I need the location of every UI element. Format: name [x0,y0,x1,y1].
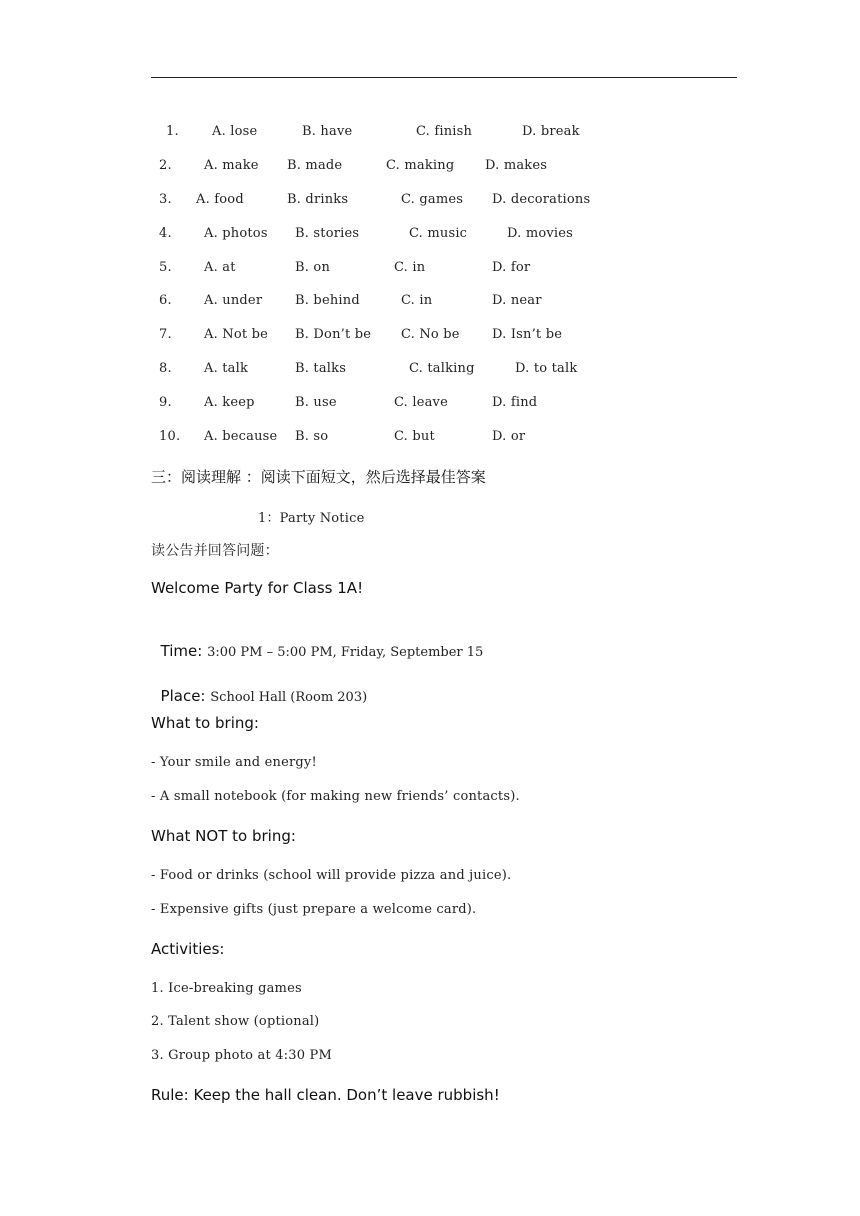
option-a: A. at [204,260,236,275]
bring-heading: What to bring: [151,714,259,732]
bring-item: - A small notebook (for making new friends’ contacts). [151,789,520,804]
question-number: 6. [159,293,172,308]
question-row [0,192,860,212]
section-heading: 三：阅读理解 ：阅读下面短文，然后选择最佳答案 [151,468,486,486]
option-c: C. music [409,226,468,241]
question-number: 2. [159,158,172,173]
passage-title: 1：Party Notice [258,511,365,526]
option-a: A. lose [212,124,258,139]
option-c: C. leave [394,395,448,410]
option-d: D. decorations [492,192,591,207]
not-bring-heading: What NOT to bring: [151,827,296,845]
question-number: 5. [159,260,172,275]
option-a: A. Not be [204,327,269,342]
option-a: A. food [196,192,244,207]
question-number: 8. [159,361,172,376]
option-b: B. made [287,158,343,173]
place-line [151,669,367,705]
header-rule [151,77,737,78]
option-c: C. finish [416,124,473,139]
bring-item: - Your smile and energy! [151,755,317,770]
option-d: D. or [492,429,526,444]
option-a: A. talk [204,361,249,376]
question-row [0,260,860,280]
question-number: 9. [159,395,172,410]
option-b: B. behind [295,293,360,308]
question-number: 10. [159,429,181,444]
option-a: A. under [204,293,263,308]
option-c: C. making [386,158,455,173]
option-d: D. near [492,293,542,308]
option-b: B. Don’t be [295,327,372,342]
activities-heading: Activities: [151,940,225,958]
option-a: A. keep [204,395,255,410]
time-value: 3:00 PM – 5:00 PM, Friday, September 15 [207,645,484,660]
question-number: 3. [159,192,172,207]
option-c: C. in [394,260,426,275]
option-c: C. talking [409,361,475,376]
question-row [0,395,860,415]
question-row [0,124,860,144]
option-b: B. so [295,429,329,444]
time-line [151,624,483,660]
option-b: B. talks [295,361,347,376]
option-d: D. find [492,395,538,410]
activity-item: 1. Ice-breaking games [151,981,302,996]
option-d: D. movies [507,226,574,241]
option-c: C. games [401,192,464,207]
option-b: B. on [295,260,331,275]
instruction-text: 读公告并回答问题： [151,543,279,559]
option-a: A. photos [204,226,268,241]
option-d: D. for [492,260,531,275]
not-bring-item: - Expensive gifts (just prepare a welcome card). [151,902,477,917]
question-row [0,293,860,313]
option-a: A. make [204,158,259,173]
option-b: B. drinks [287,192,349,207]
question-row [0,429,860,449]
question-row [0,226,860,246]
question-row [0,361,860,381]
question-row [0,327,860,347]
option-d: D. break [522,124,580,139]
option-c: C. in [401,293,433,308]
not-bring-item: - Food or drinks (school will provide pizza and juice). [151,868,512,883]
activity-item: 3. Group photo at 4:30 PM [151,1048,332,1063]
question-row [0,158,860,178]
notice-title: Welcome Party for Class 1A! [151,579,364,597]
option-d: D. to talk [515,361,578,376]
option-c: C. No be [401,327,460,342]
question-number: 4. [159,226,172,241]
time-label: Time: [160,642,203,660]
question-number: 7. [159,327,172,342]
activity-item: 2. Talent show (optional) [151,1014,320,1029]
option-d: D. makes [485,158,548,173]
option-c: C. but [394,429,435,444]
place-value: School Hall (Room 203) [210,690,368,705]
option-d: D. Isn’t be [492,327,563,342]
question-number: 1. [166,124,179,139]
option-b: B. have [302,124,353,139]
option-b: B. stories [295,226,360,241]
option-b: B. use [295,395,337,410]
option-a: A. because [204,429,278,444]
rule-text: Rule: Keep the hall clean. Don’t leave rubbish! [151,1086,500,1104]
place-label: Place: [160,687,206,705]
